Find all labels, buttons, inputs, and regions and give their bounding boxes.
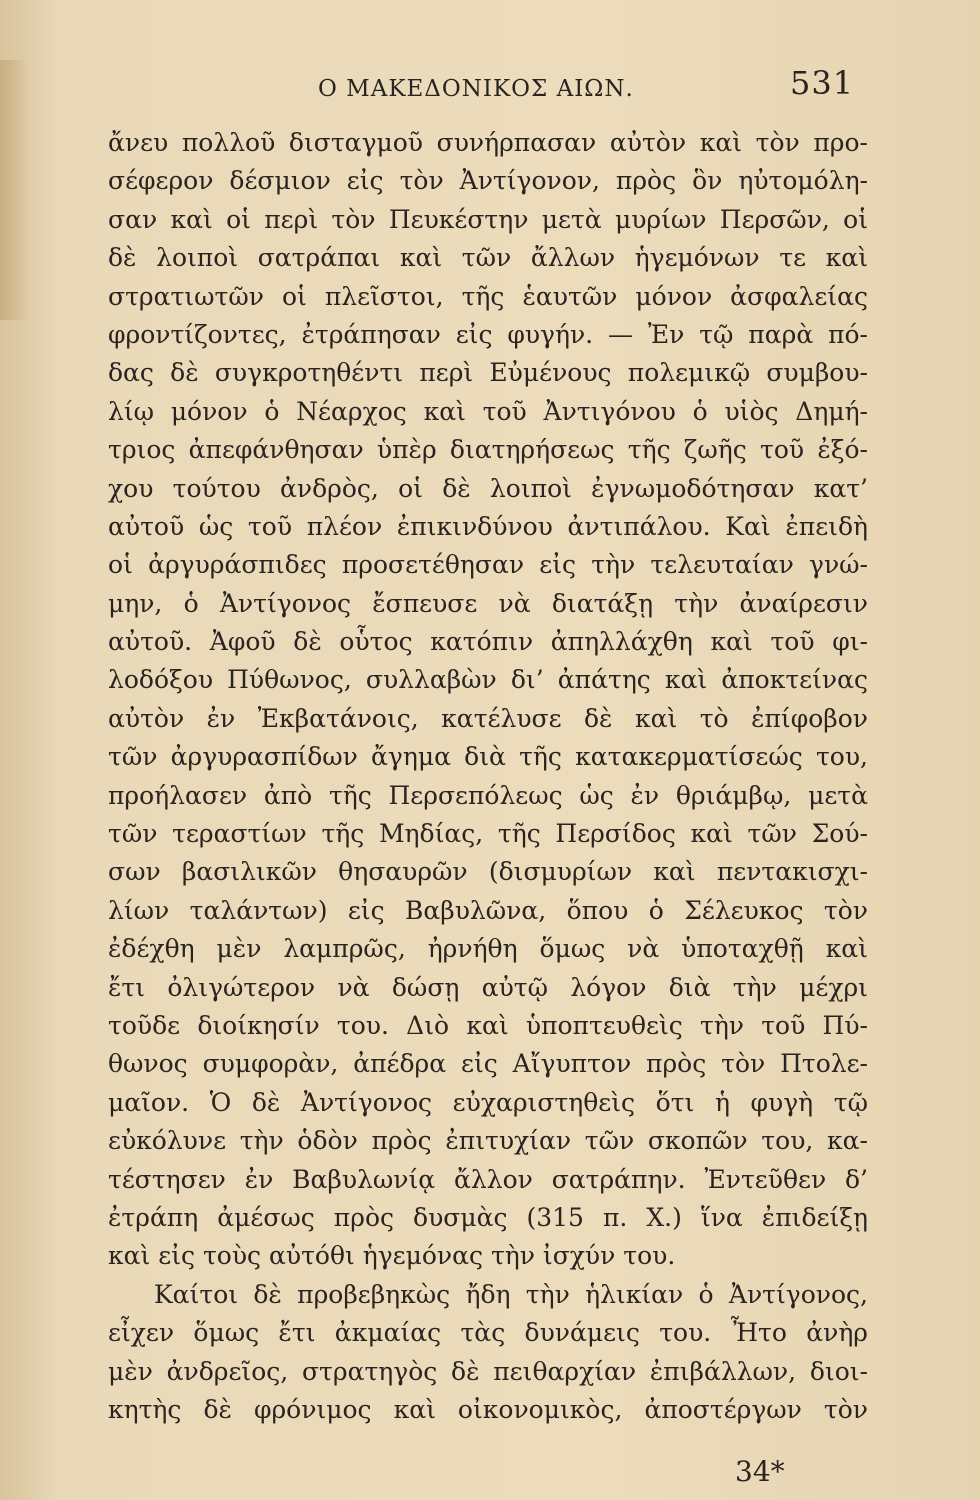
running-title: Ο ΜΑΚΕΔΟΝΙΚΟΣ ΑΙΩΝ. <box>318 76 634 102</box>
text-line: λίων ταλάντων) εἰς Βαβυλῶνα, ὅπου ὁ Σέλευκος τὸν <box>108 895 868 925</box>
paragraph-start-line: Καίτοι δὲ προβεβηκὼς ἤδη τὴν ἡλικίαν ὁ Ἀντίγονος, <box>154 1279 868 1309</box>
text-line: φροντίζοντες, ἐτράπησαν εἰς φυγήν. — Ἐν τῷ παρὰ πό- <box>108 319 868 349</box>
text-line: θωνος συμφορὰν, ἀπέδρα εἰς Αἴγυπτον πρὸς τὸν Πτολε- <box>108 1049 868 1079</box>
signature-mark: 34* <box>735 1455 785 1488</box>
text-line: ἄνευ πολλοῦ δισταγμοῦ συνήρπασαν αὐτὸν καὶ τὸν προ- <box>108 128 868 157</box>
text-line: τῶν ἀργυρασπίδων ἄγημα διὰ τῆς κατακερματίσεώς του, <box>108 742 868 772</box>
text-line: σων βασιλικῶν θησαυρῶν (δισμυρίων καὶ πεντακισχι- <box>108 857 868 887</box>
text-line: μαῖον. Ὁ δὲ Ἀντίγονος εὐχαριστηθεὶς ὅτι ἡ φυγὴ τῷ <box>108 1087 868 1117</box>
text-line: τοῦδε διοίκησίν του. Διὸ καὶ ὑποπτευθεὶς τὴν τοῦ Πύ- <box>108 1010 868 1040</box>
text-line: εὐκόλυνε τὴν ὁδὸν πρὸς ἐπιτυχίαν τῶν σκοπῶν του, κα- <box>108 1126 868 1156</box>
text-line: μὲν ἀνδρεῖος, στρατηγὸς δὲ πειθαρχίαν ἐπιβάλλων, διοι- <box>108 1356 868 1386</box>
text-line: σέφερον δέσμιον εἰς τὸν Ἀντίγονον, πρὸς ὃν ηὐτομόλη- <box>108 166 868 196</box>
text-line: λίῳ μόνον ὁ Νέαρχος καὶ τοῦ Ἀντιγόνου ὁ υἱὸς Δημή- <box>108 396 868 426</box>
text-line: αὐτοῦ ὡς τοῦ πλέον ἐπικινδύνου ἀντιπάλου. Καὶ ἐπειδὴ <box>108 511 868 541</box>
text-line: στρατιωτῶν οἱ πλεῖστοι, τῆς ἑαυτῶν μόνον ἀσφαλείας <box>108 281 868 311</box>
text-line: αὐτοῦ. Ἀφοῦ δὲ οὗτος κατόπιν ἀπηλλάχθη καὶ τοῦ φι- <box>108 627 868 657</box>
page-number: 531 <box>790 64 855 102</box>
page-header <box>0 64 980 104</box>
text-line: οἱ ἀργυράσπιδες προσετέθησαν εἰς τὴν τελευταίαν γνώ- <box>108 550 868 580</box>
text-line: τῶν τεραστίων τῆς Μηδίας, τῆς Περσίδος καὶ τῶν Σού- <box>108 819 868 849</box>
body-text <box>108 124 868 1429</box>
text-line: αὐτὸν ἐν Ἐκβατάνοις, κατέλυσε δὲ καὶ τὸ ἐπίφοβον <box>108 703 868 733</box>
text-line: προήλασεν ἀπὸ τῆς Περσεπόλεως ὡς ἐν θριάμβῳ, μετὰ <box>108 780 868 810</box>
text-line: κητὴς δὲ φρόνιμος καὶ οἰκονομικὸς, ἀποστέργων τὸν <box>108 1394 868 1424</box>
paragraph-end-line: καὶ εἰς τοὺς αὐτόθι ἡγεμόνας τὴν ἰσχύν του. <box>108 1241 676 1271</box>
text-line: λοδόξου Πύθωνος, συλλαβὼν δι’ ἀπάτης καὶ ἀποκτείνας <box>108 665 868 695</box>
text-line: χου τούτου ἀνδρὸς, οἱ δὲ λοιποὶ ἐγνωμοδότησαν κατ’ <box>108 473 868 503</box>
text-line: δας δὲ συγκροτηθέντι περὶ Εὐμένους πολεμικῷ συμβου- <box>108 358 868 388</box>
text-line: ἔτι ὀλιγώτερον νὰ δώσῃ αὐτῷ λόγον διὰ τὴν μέχρι <box>108 972 868 1002</box>
text-line: δὲ λοιποὶ σατράπαι καὶ τῶν ἄλλων ἡγεμόνων τε καὶ <box>108 243 868 273</box>
text-line: σαν καὶ οἱ περὶ τὸν Πευκέστην μετὰ μυρίων Περσῶν, οἱ <box>108 204 868 234</box>
text-line: ἐτράπη ἀμέσως πρὸς δυσμὰς (315 π. Χ.) ἵνα ἐπιδείξῃ <box>108 1202 868 1232</box>
text-line: μην, ὁ Ἀντίγονος ἔσπευσε νὰ διατάξῃ τὴν ἀναίρεσιν <box>108 588 868 618</box>
text-line: εἶχεν ὅμως ἔτι ἀκμαίας τὰς δυνάμεις του. Ἦτο ἀνὴρ <box>108 1318 868 1348</box>
text-line: τριος ἀπεφάνθησαν ὑπὲρ διατηρήσεως τῆς ζωῆς τοῦ ἐξό- <box>108 435 868 465</box>
text-line: τέστησεν ἐν Βαβυλωνίᾳ ἄλλον σατράπην. Ἐντεῦθεν δ’ <box>108 1164 868 1194</box>
text-line: ἐδέχθη μὲν λαμπρῶς, ἠρνήθη ὅμως νὰ ὑποταχθῇ καὶ <box>108 934 868 964</box>
